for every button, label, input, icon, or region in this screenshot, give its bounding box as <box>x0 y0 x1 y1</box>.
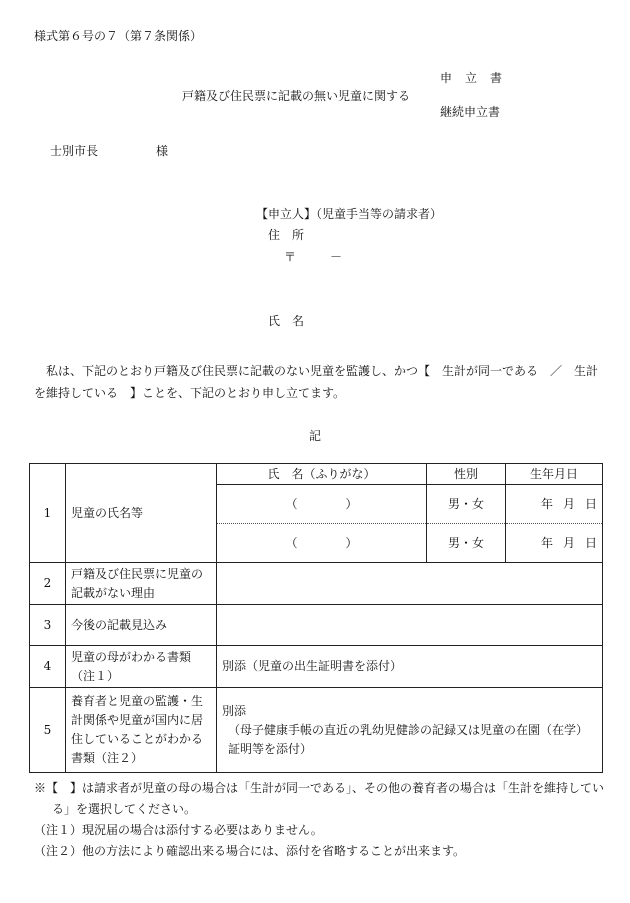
outlook-field[interactable] <box>217 605 603 646</box>
row-number: 1 <box>30 464 66 563</box>
paren-close: ） <box>345 496 358 511</box>
row-label-reason: 戸籍及び住民票に児童の記載がない理由 <box>66 563 217 605</box>
custody-doc-line1: 別添 <box>222 703 247 718</box>
child-sex-field[interactable]: 男・女 <box>427 485 506 524</box>
year-label: 年 <box>540 496 553 511</box>
row-number: 4 <box>30 646 66 688</box>
applicant-heading: 【申立人】（児童手当等の請求者） <box>256 207 443 221</box>
form-number: 様式第６号の７（第７条関係） <box>34 29 203 43</box>
row-number: 2 <box>30 563 66 605</box>
row-number: 3 <box>30 605 66 646</box>
row-label-outlook: 今後の記載見込み <box>66 605 217 646</box>
table-row-outlook <box>30 605 603 646</box>
paren-open: （ <box>285 496 298 511</box>
child-name-field[interactable] <box>217 485 427 524</box>
note-main: ※【 】は請求者が児童の母の場合は「生計が同一である」、その他の養育者の場合は「生計を維持している」を選択してください。 <box>34 781 605 816</box>
row-label-custody-doc: 養育者と児童の監護・生計関係や児童が国内に居住していることがわかる書類（注２） <box>66 688 217 773</box>
addressee-name: 士別市長 <box>50 144 99 158</box>
ki-heading: 記 <box>309 429 322 443</box>
title-option-continuation: 継続申立書 <box>440 105 501 119</box>
postal-mark: 〒 <box>284 250 297 264</box>
custody-doc-line2: （母子健康手帳の直近の乳幼児健診の記録又は児童の在園（在学）証明等を添付） <box>228 722 589 756</box>
notes-section <box>34 778 604 862</box>
child-name-field[interactable] <box>217 524 427 563</box>
address-label: 住 所 <box>268 228 305 242</box>
statement-text: 私は、下記のとおり戸籍及び住民票に記載のない児童を監護し、かつ【 生計が同一である ／ 生計を維持している 】ことを、下記のとおり申し立てます。 <box>34 364 599 400</box>
day-label: 日 <box>584 496 597 511</box>
table-header-row <box>30 464 603 485</box>
day-label: 日 <box>584 535 597 550</box>
paren-close: ） <box>345 535 358 550</box>
table-row-mother-doc <box>30 646 603 688</box>
table-row-custody-doc <box>30 688 603 773</box>
reason-field[interactable] <box>217 563 603 605</box>
table-row-reason <box>30 563 603 605</box>
postal-dash: － <box>330 250 343 264</box>
month-label: 月 <box>562 535 575 550</box>
row-number: 5 <box>30 688 66 773</box>
child-sex-field[interactable]: 男・女 <box>427 524 506 563</box>
header-birth-col: 生年月日 <box>506 464 603 485</box>
row-label-child-name: 児童の氏名等 <box>66 464 217 563</box>
addressee-honorific: 様 <box>156 144 169 158</box>
month-label: 月 <box>562 496 575 511</box>
header-name-col: 氏 名（ふりがな） <box>217 464 427 485</box>
child-birthdate-field[interactable] <box>506 524 603 563</box>
mother-doc-value: 別添（児童の出生証明書を添付） <box>217 646 603 688</box>
paren-open: （ <box>285 535 298 550</box>
note-2: （注２）他の方法により確認出来る場合には、添付を省略することが出来ます。 <box>34 844 466 858</box>
note-1: （注１）現況届の場合は添付する必要はありません。 <box>34 823 323 837</box>
document-title: 戸籍及び住民票に記載の無い児童に関する <box>182 89 411 103</box>
row-label-mother-doc: 児童の母がわかる書類（注１） <box>66 646 217 688</box>
child-birthdate-field[interactable] <box>506 485 603 524</box>
header-sex-col: 性別 <box>427 464 506 485</box>
year-label: 年 <box>540 535 553 550</box>
title-option-application: 申 立 書 <box>440 71 503 85</box>
name-label: 氏 名 <box>268 314 305 328</box>
application-table <box>29 463 603 773</box>
custody-doc-value <box>217 688 603 773</box>
